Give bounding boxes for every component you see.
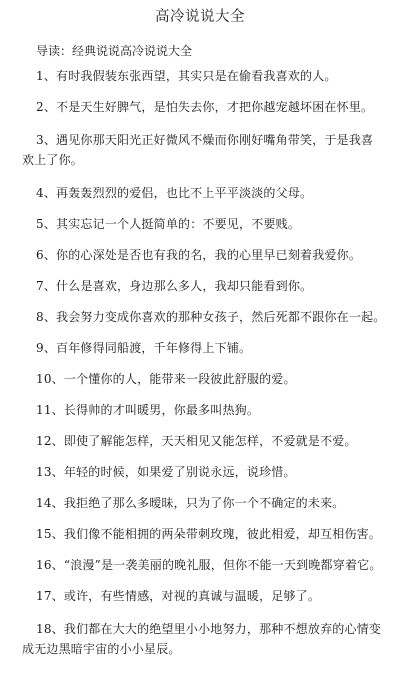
page-title: 高冷说说大全 — [155, 9, 245, 25]
list-item: 15、我们像不能相拥的两朵带刺玫瑰，彼此相爱，却互相伤害。 — [36, 527, 382, 541]
list-item: 2、不是天生好脾气，是怕失去你，才把你越宠越坏困在怀里。 — [36, 100, 374, 114]
list-item: 18、我们都在大大的绝望里小小地努力，那种不想放弃的心情变 成无边黑暗宇宙的小小星辰。 — [22, 622, 382, 656]
list-item: 14、我拒绝了那么多暧昧，只为了你一个不确定的未来。 — [36, 496, 345, 510]
list-item: 13、年轻的时候，如果爱了别说永远，说珍惜。 — [36, 465, 296, 479]
quote-list — [0, 68, 400, 674]
list-item: 1、有时我假装东张西望，其实只是在偷看我喜欢的人。 — [36, 69, 337, 83]
intro-line: 导读：经典说说高冷说说大全 — [36, 44, 193, 58]
list-item: 4、再轰轰烈烈的爱侣，也比不上平平淡淡的父母。 — [36, 186, 313, 200]
list-item: 12、即使了解能怎样，天天相见又能怎样，不爱就是不爱。 — [36, 434, 357, 448]
list-item: 6、你的心深处是否也有我的名，我的心里早已刻着我爱你。 — [36, 248, 362, 262]
list-item: 16、“浪漫”是一袭美丽的晚礼服，但你不能一天到晚都穿着它。 — [36, 558, 382, 572]
list-item: 11、长得帅的才叫暖男，你最多叫热狗。 — [36, 403, 260, 417]
list-item: 17、或许，有些情感，对视的真诚与温暖，足够了。 — [36, 589, 321, 603]
list-item: 10、一个懂你的人，能带来一段彼此舒服的爱。 — [36, 372, 296, 386]
list-item: 5、其实忘记一个人挺简单的：不要见，不要贱。 — [36, 217, 301, 231]
list-item: 3、遇见你那天阳光正好微风不燥而你刚好嘴角带笑，于是我喜 欢上了你。 — [22, 133, 374, 167]
list-item: 9、百年修得同船渡，千年修得上下铺。 — [36, 341, 252, 355]
list-item: 8、我会努力变成你喜欢的那种女孩子，然后死都不跟你在一起。 — [36, 310, 386, 324]
list-item: 7、什么是喜欢，身边那么多人，我却只能看到你。 — [36, 279, 313, 293]
